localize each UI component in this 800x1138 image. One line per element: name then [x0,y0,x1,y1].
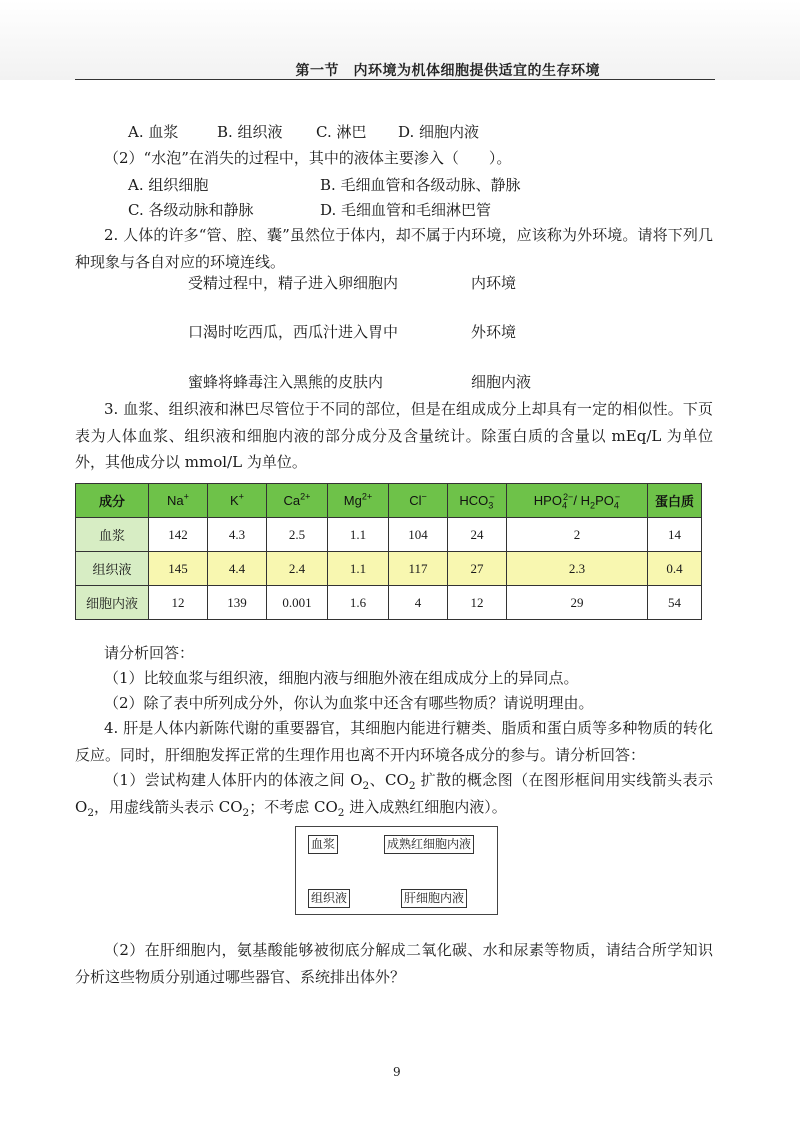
page-header-title: 第一节 内环境为机体细胞提供适宜的生存环境 [295,63,600,79]
q2-environment-2: 外环境 [471,323,517,341]
q1-option-c: C. 淋巴 [316,123,367,141]
table-cell: 2.5 [267,518,328,552]
composition-table [75,483,702,620]
q3-sub-1: （1）比较血浆与组织液，细胞内液与细胞外液在组成成分上的异同点。 [104,669,579,687]
concept-diagram [295,826,498,915]
table-header-hco3: $HCO_3^-$ [448,484,507,518]
q1-2-stem: （2）“水泡”在消失的过程中，其中的液体主要渗入（ ）。 [104,149,512,167]
q3-text: 3. 血浆、组织液和淋巴尽管位于不同的部位，但是在组成成分上却具有一定的相似性。下页表为人体血浆、组织液和细胞内液的部分成分及含量统计。除蛋白质的含量以 mEq/L 为单位外，其他成分以 mmol/L 为单位。 [75,400,713,471]
table-row-label: 组织液 [76,552,149,586]
q1-option-d: D. 细胞内液 [398,123,480,141]
q1-2-option-b: B. 毛细血管和各级动脉、静脉 [320,176,521,194]
table-cell: 1.1 [328,552,389,586]
page-number: 9 [393,1065,401,1079]
q2-phenomenon-3: 蜜蜂将蜂毒注入黑熊的皮肤内 [188,373,384,391]
table-cell: 145 [149,552,208,586]
q2-phenomenon-2: 口渴时吃西瓜，西瓜汁进入胃中 [188,323,399,341]
q2-environment-1: 内环境 [471,274,517,292]
table-row-label: 血浆 [76,518,149,552]
table-row [76,586,702,620]
table-cell: 4.3 [208,518,267,552]
table-cell: 24 [448,518,507,552]
table-cell: 27 [448,552,507,586]
table-header-protein: 蛋白质 [648,484,702,518]
table-header-mg: $Mg^{2+}$ [328,484,389,518]
table-cell: 29 [507,586,648,620]
diagram-box-plasma: 血浆 [308,835,338,854]
table-cell: 104 [389,518,448,552]
q4-sub-2: （2）在肝细胞内，氨基酸能够被彻底分解成二氧化碳、水和尿素等物质，请结合所学知识分析这些物质分别通过哪些器官、系统排出体外？ [75,941,713,986]
q1-option-b: B. 组织液 [217,123,283,141]
table-cell: 1.6 [328,586,389,620]
diagram-box-tissue-fluid: 组织液 [308,889,350,908]
table-cell: 12 [448,586,507,620]
table-row [76,552,702,586]
q1-option-a: A. 血浆 [128,123,179,141]
q2-text: 2. 人体的许多“管、腔、囊”虽然位于体内，却不属于内环境，应该称为外环境。请将下列几种现象与各自对应的环境连线。 [75,226,713,271]
q1-2-option-a: A. 组织细胞 [128,176,209,194]
page-header [0,0,800,80]
table-header-na: Na+ [149,484,208,518]
table-header-component: 成分 [76,484,149,518]
q3-sub-2: （2）除了表中所列成分外，你认为血浆中还含有哪些物质？请说明理由。 [104,694,594,712]
table-cell: 142 [149,518,208,552]
table-cell: 117 [389,552,448,586]
table-header-phosphate: $HPO_4^{2-}/$ $H_2PO_4^-$ [507,484,648,518]
q2-phenomenon-1: 受精过程中，精子进入卵细胞内 [188,274,399,292]
diagram-box-liver-cell: 肝细胞内液 [401,889,467,908]
q4-sub-1: （1）尝试构建人体肝内的体液之间 $O_2$、$CO_2$ 扩散的概念图（在图形框间用实线箭头表示 $O_2$，用虚线箭头表示 $CO_2$；不考虑 $CO_2$ 进入成熟红细胞内液）。 [75,771,713,819]
table-cell: 4 [389,586,448,620]
table-cell: 4.4 [208,552,267,586]
table-cell: 0.001 [267,586,328,620]
diagram-box-rbc: 成熟红细胞内液 [384,835,474,854]
table-cell: 12 [149,586,208,620]
table-cell: 2.4 [267,552,328,586]
table-cell: 0.4 [648,552,702,586]
header-rule [75,79,715,80]
q4-text: 4. 肝是人体内新陈代谢的重要器官，其细胞内能进行糖类、脂质和蛋白质等多种物质的转化反应。同时，肝细胞发挥正常的生理作用也离不开内环境各成分的参与。请分析回答： [75,719,713,764]
table-cell: 2.3 [507,552,648,586]
q1-2-option-c: C. 各级动脉和静脉 [128,201,254,219]
table-cell: 1.1 [328,518,389,552]
table-cell: 54 [648,586,702,620]
table-cell: 139 [208,586,267,620]
q2-environment-3: 细胞内液 [471,373,532,391]
table-row-label: 细胞内液 [76,586,149,620]
table-row [76,518,702,552]
table-header-row [76,484,702,518]
q3-prompt: 请分析回答： [104,644,195,662]
table-cell: 2 [507,518,648,552]
q1-2-option-d: D. 毛细血管和毛细淋巴管 [320,201,492,219]
table-header-cl: Cl− [389,484,448,518]
table-header-ca: $Ca^{2+}$ [267,484,328,518]
table-header-k: K+ [208,484,267,518]
table-cell: 14 [648,518,702,552]
